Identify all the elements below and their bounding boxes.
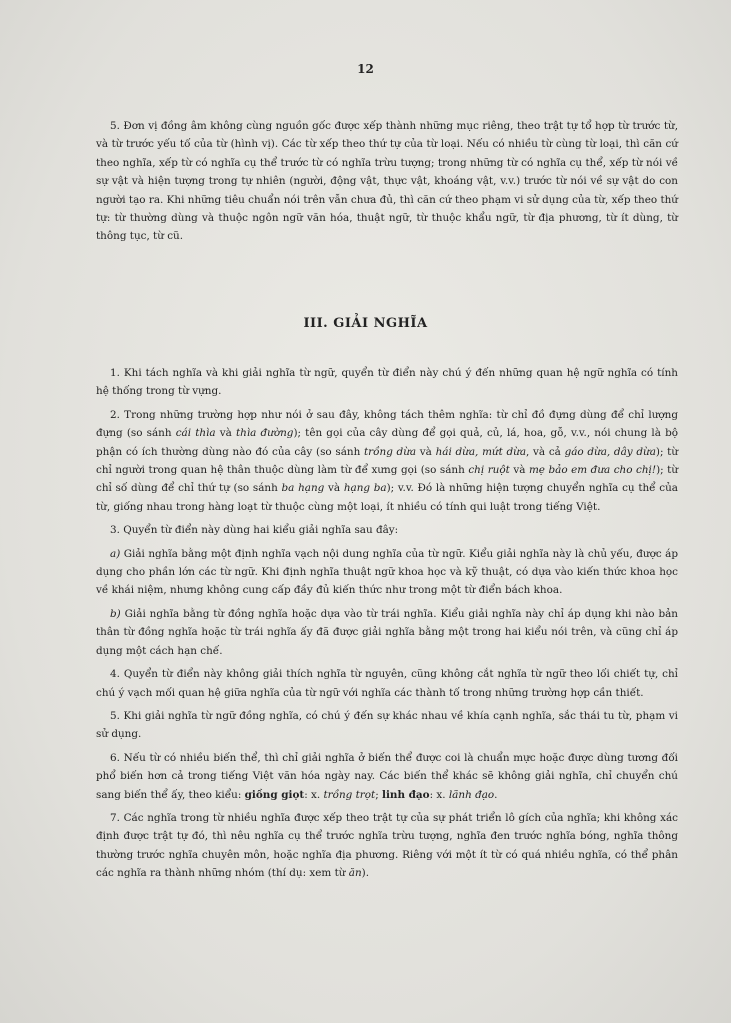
paragraph-3b: b) Giải nghĩa bằng từ đồng nghĩa hoặc dựa vào từ trái nghĩa. Kiểu giải nghĩa này chỉ áp dụng khi nào bản thân từ đồng nghĩa hoặc từ trái nghĩa ấy đã được giải nghĩa bằng một trong hai kiểu nói trên, và cũng chỉ áp dụng một cách hạn chế. <box>96 607 678 657</box>
paragraph-3a: a) Giải nghĩa bằng một định nghĩa vạch nội dung nghĩa của từ ngữ. Kiểu giải nghĩa này là chủ yếu, được áp dụng cho phần lớn các từ ngữ. Khi định nghĩa thuật ngữ khoa học và kỹ thuật, có dựa vào kiến thức khoa học về khái niệm, nhưng không cung cấp đầy đủ kiến thức như trong một từ điển bách khoa. <box>96 547 678 597</box>
paragraph-3: 3. Quyển từ điển này dùng hai kiểu giải nghĩa sau đây: <box>110 524 399 537</box>
section-heading: III. GIẢI NGHĨA <box>303 316 428 331</box>
section-5-block <box>96 117 678 246</box>
paragraph-2: 2. Trong những trường hợp như nói ở sau đây, không tách thêm nghĩa: từ chỉ đồ đựng dùng để chỉ lượng đựng (so sánh cái thìa và thìa đường); tên gọi của cây dùng để gọi quả, củ, lá, hoa, gỗ, v.v., nói chung là bộ phận có ích thường dùng nào đó của cây (so sánh trồng dừa và hái dừa, mứt dừa, và cả gáo dừa, dây dừa); từ chỉ người trong quan hệ thân thuộc dùng làm từ để xưng gọi (so sánh chị ruột và mẹ bảo em đưa cho chị!); từ chỉ số dùng để chỉ thứ tự (so sánh ba hạng và hạng ba); v.v. Đó là những hiện tượng chuyển nghĩa cụ thể của từ, giống nhau trong hàng loạt từ thuộc cùng một loại, ít nhiều có tính qui luật trong tiếng Việt. <box>96 408 679 513</box>
section-iii-body <box>96 364 678 888</box>
paragraph-5-ordering: 5. Đơn vị đồng âm không cùng nguồn gốc được xếp thành những mục riêng, theo trật tự tổ hợp từ trước từ, và từ trước yếu tố của từ (hình vị). Các từ xếp theo thứ tự của từ loại. Nếu có nhiều từ cùng từ loại, thì căn cứ theo nghĩa, xếp từ có nghĩa cụ thể trước từ có nghĩa trừu tượng; trong những từ có nghĩa cụ thể, xếp từ nói về sự vật và hiện tượng trong tự nhiên (người, động vật, thực vật, khoáng vật, v.v.) trước từ nói về sự vật do con người tạo ra. Khi những tiêu chuẩn nói trên vẫn chưa đủ, thì căn cứ theo phạm vi sử dụng của từ, xếp theo thứ tự: từ thường dùng và thuộc ngôn ngữ văn hóa, thuật ngữ, từ thuộc khẩu ngữ, từ địa phương, từ ít dùng, từ thông tục, từ cũ. <box>96 120 678 243</box>
paragraph-1: 1. Khi tách nghĩa và khi giải nghĩa từ ngữ, quyển từ điển này chú ý đến những quan hệ ngữ nghĩa có tính hệ thống trong từ vựng. <box>96 367 678 398</box>
paragraph-6: 6. Nếu từ có nhiều biến thể, thì chỉ giải nghĩa ở biến thể được coi là chuẩn mực hoặc được dùng tương đối phổ biến hơn cả trong tiếng Việt văn hóa ngày nay. Các biến thể khác sẽ không giải nghĩa, chỉ chuyển chú sang biến thể ấy, theo kiểu: giồng giọt: x. trồng trọt; linh đạo: x. lãnh đạo. <box>96 751 678 801</box>
paragraph-7: 7. Các nghĩa trong từ nhiều nghĩa được xếp theo trật tự của sự phát triển lô gích của nghĩa; khi không xác định được trật tự đó, thì nêu nghĩa cụ thể trước nghĩa trừu tượng, nghĩa đen trước nghĩa bóng, nghĩa thông thường trước nghĩa chuyên môn, hoặc nghĩa địa phương. Riêng với một ít từ có quá nhiều nghĩa, có thể phân các nghĩa ra thành những nhóm (thí dụ: xem từ ăn). <box>96 811 678 880</box>
paragraph-4: 4. Quyển từ điển này không giải thích nghĩa từ nguyên, cũng không cắt nghĩa từ ngữ theo lối chiết tự, chỉ chú ý vạch mối quan hệ giữa nghĩa của từ ngữ với nghĩa các thành tố trong những trường hợp cần thiết. <box>96 668 678 699</box>
page-number: 12 <box>357 62 374 76</box>
paragraph-5: 5. Khi giải nghĩa từ ngữ đồng nghĩa, có chú ý đến sự khác nhau về khía cạnh nghĩa, sắc thái tu từ, phạm vi sử dụng. <box>96 709 678 741</box>
